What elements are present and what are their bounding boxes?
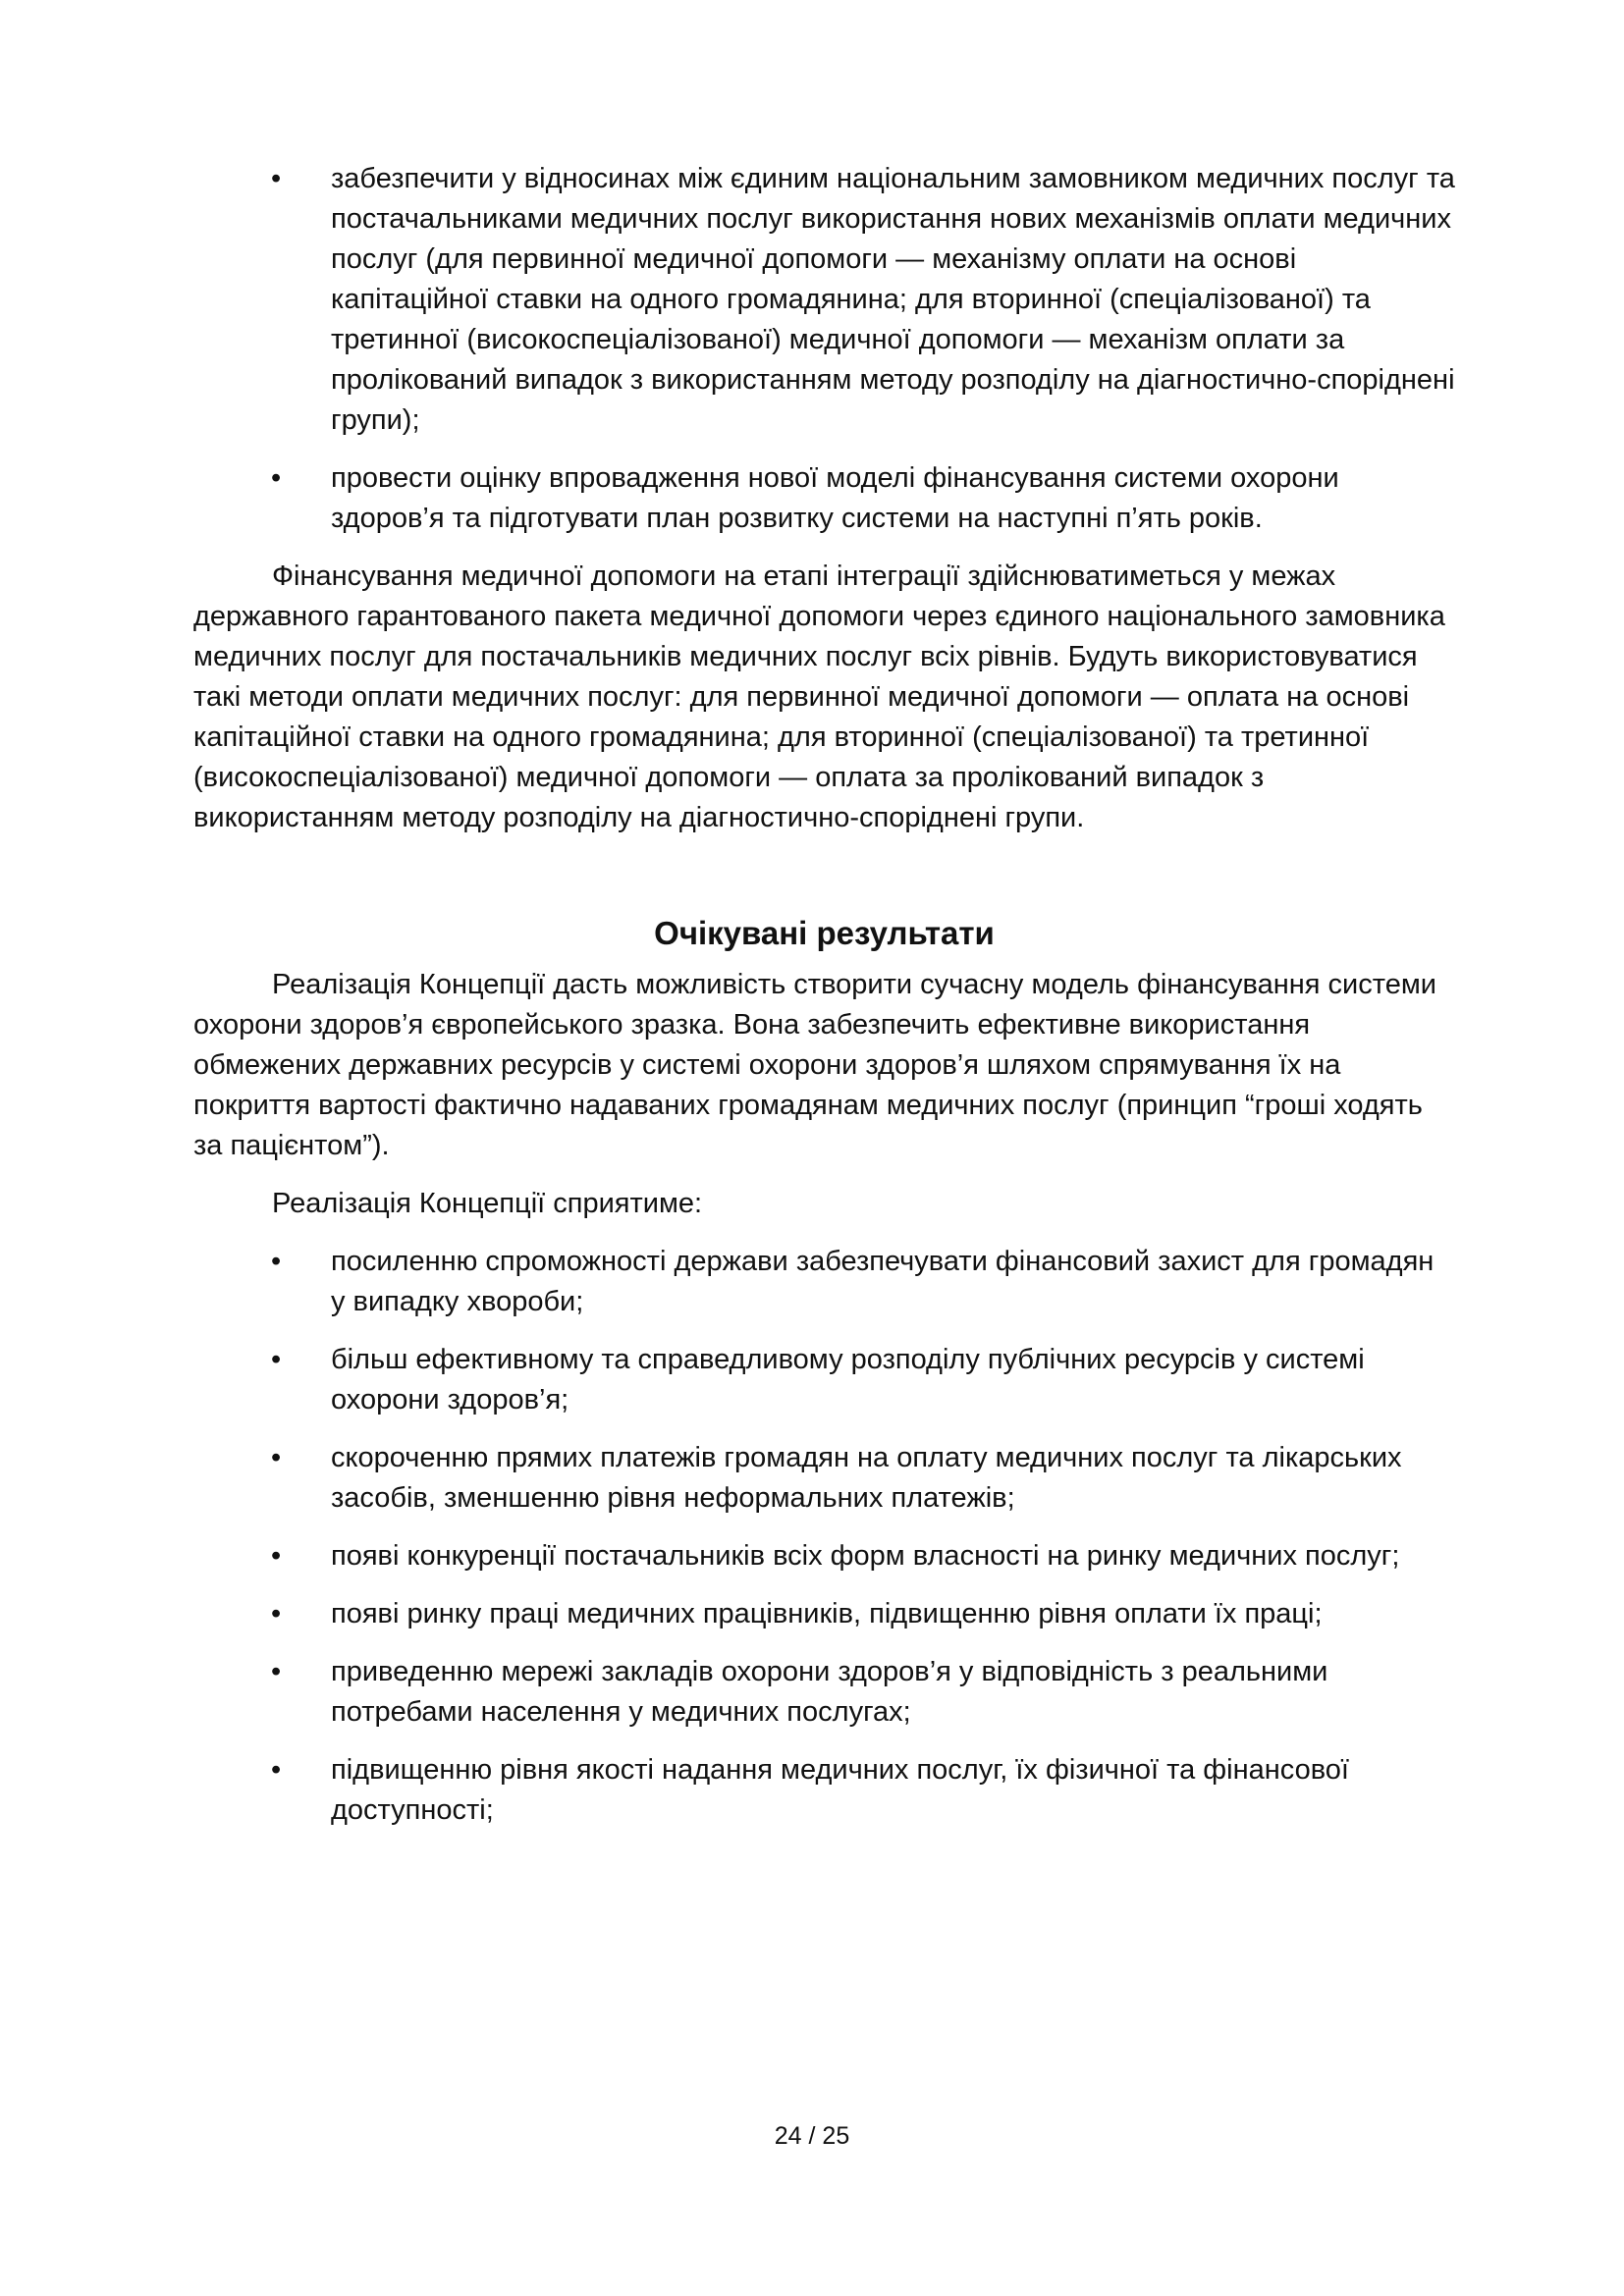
bullet-icon: •: [271, 1656, 282, 1687]
bullet-icon: •: [271, 1598, 282, 1629]
bullet-list-outcomes: [193, 1242, 1455, 1831]
bullet-icon: •: [271, 1344, 282, 1375]
list-item: [193, 1340, 1455, 1420]
list-item-text: підвищенню рівня якості надання медичних послуг, їх фізичної та фінансової доступності;: [331, 1754, 1349, 1826]
list-item: [193, 1438, 1455, 1519]
page-number: 24 / 25: [774, 2122, 850, 2150]
list-item-text: появі конкуренції постачальників всіх форм власності на ринку медичних послуг;: [331, 1540, 1400, 1572]
list-item-text: забезпечити у відносинах між єдиним національним замовником медичних послуг та постачальниками медичних послуг використання нових механізмів оплати медичних послуг (для первинної медичної допомоги — механізму оплати на основі капітаційної ставки на одного громадянина; для вторинної (спеціалізованої) та третинної (високоспеціалізованої) медичної допомоги — механізм оплати за пролікований випадок з використанням методу розподілу на діагностично-споріднені групи);: [331, 163, 1455, 436]
bullet-icon: •: [271, 1754, 282, 1786]
bullet-icon: •: [271, 163, 282, 194]
list-item: [193, 1652, 1455, 1733]
list-item-text: провести оцінку впровадження нової моделі фінансування системи охорони здоров’я та підготувати план розвитку системи на наступні п’ять років.: [331, 462, 1339, 534]
section-heading: Очікувані результати: [654, 915, 995, 951]
list-item-text: більш ефективному та справедливому розподілу публічних ресурсів у системі охорони здоров’я;: [331, 1344, 1365, 1415]
bullet-icon: •: [271, 1442, 282, 1473]
list-item: [193, 159, 1455, 441]
list-item-text: скороченню прямих платежів громадян на оплату медичних послуг та лікарських засобів, зменшенню рівня неформальних платежів;: [331, 1442, 1402, 1514]
bullet-icon: •: [271, 462, 282, 494]
paragraph-intro: Реалізація Концепції сприятиме:: [272, 1188, 703, 1219]
list-item: [193, 1242, 1455, 1322]
page-content: [193, 159, 1455, 1848]
bullet-icon: •: [271, 1540, 282, 1572]
list-item: [193, 1750, 1455, 1831]
list-item: [193, 1536, 1455, 1576]
list-item-text: посиленню спроможності держави забезпечувати фінансовий захист для громадян у випадку хвороби;: [331, 1246, 1435, 1317]
list-item: [193, 458, 1455, 539]
bullet-list-measures: [193, 159, 1455, 539]
list-item-text: приведенню мережі закладів охорони здоров’я у відповідність з реальними потребами населення у медичних послугах;: [331, 1656, 1328, 1728]
paragraph-results: Реалізація Концепції дасть можливість створити сучасну модель фінансування системи охорони здоров’я європейського зразка. Вона забезпечить ефективне використання обмежених державних ресурсів у системі охорони здоров’я шляхом спрямування їх на покриття вартості фактично надаваних громадянам медичних послуг (принцип “гроші ходять за пацієнтом”).: [193, 969, 1436, 1161]
list-item: [193, 1594, 1455, 1634]
paragraph-financing: Фінансування медичної допомоги на етапі інтеграції здійснюватиметься у межах державного гарантованого пакета медичної допомоги через єдиного національного замовника медичних послуг для постачальників медичних послуг всіх рівнів. Будуть використовуватися такі методи оплати медичних послуг: для первинної медичної допомоги — оплата на основі капітаційної ставки на одного громадянина; для вторинної (спеціалізованої) та третинної (високоспеціалізованої) медичної допомоги — оплата за пролікований випадок з використанням методу розподілу на діагностично-споріднені групи.: [193, 561, 1445, 833]
list-item-text: появі ринку праці медичних працівників, підвищенню рівня оплати їх праці;: [331, 1598, 1323, 1629]
bullet-icon: •: [271, 1246, 282, 1277]
